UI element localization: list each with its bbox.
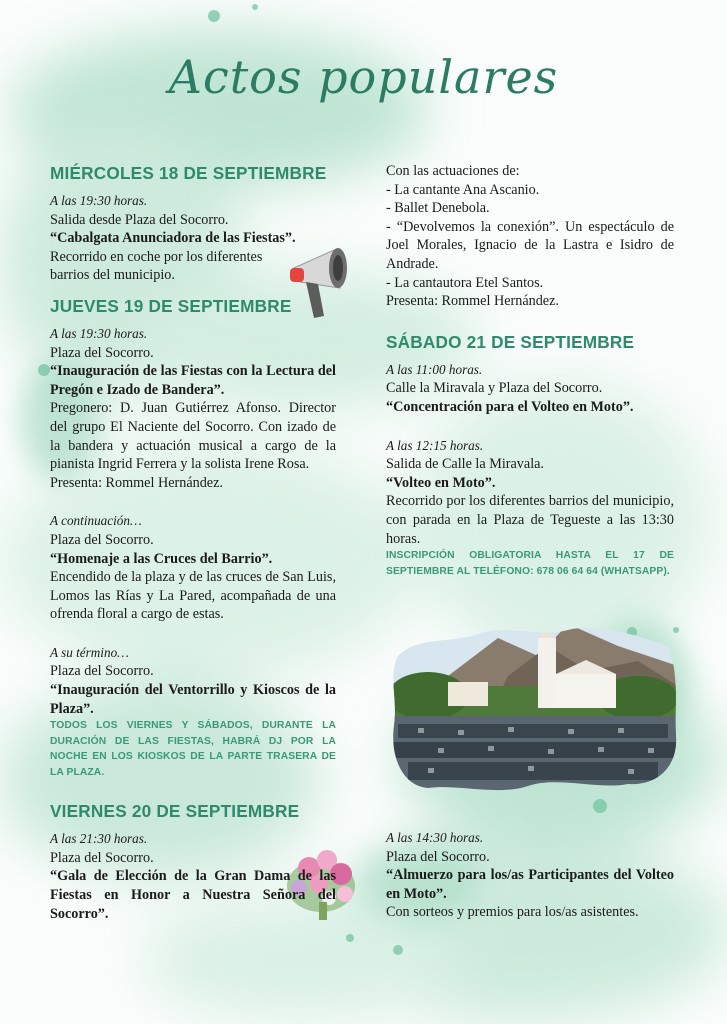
event-title: “Almuerzo para los/as Participantes del Volteo en Moto”.	[386, 867, 674, 902]
page-title: Actos populares	[168, 50, 559, 104]
acts-item: - La cantautora Etel Santos.	[386, 274, 544, 291]
day-heading: SÁBADO 21 DE SEPTIEMBRE	[386, 331, 635, 352]
event-place: Calle la Miravala y Plaza del Socorro.	[386, 380, 603, 397]
day-heading: VIERNES 20 DE SEPTIEMBRE	[50, 801, 300, 822]
acts-item: - Ballet Denebola.	[386, 200, 490, 217]
event-time: A continuación…	[50, 513, 142, 529]
event-description: Recorrido en coche por los diferentes barrios del municipio.	[50, 248, 263, 284]
event-title: “Inauguración del Ventorrillo y Kioscos de la Plaza”.	[50, 682, 336, 717]
event-title: “Inauguración de las Fiestas con la Lectura del Pregón e Izado de Bandera”.	[50, 363, 336, 398]
event-description: Recorrido por los diferentes barrios del municipio, con parada en la Plaza de Tegueste a las 13:30 horas.	[386, 493, 674, 547]
acts-item: - La cantante Ana Ascanio.	[386, 181, 540, 198]
event-time: A las 21:30 horas.	[50, 831, 148, 847]
event-title: “Volteo en Moto”.	[386, 474, 496, 491]
day-heading: MIÉRCOLES 18 DE SEPTIEMBRE	[50, 163, 327, 183]
notice-text: TODOS LOS VIERNES Y SÁBADOS, DURANTE LA DURACIÓN DE LAS FIESTAS, HABRÁ DJ POR LA NOCHE EN LOS KIOSKOS DE LA PARTE TRASERA DE LA PLAZA.	[50, 720, 336, 778]
section-thursday	[50, 295, 336, 780]
event-title: “Concentración para el Volteo en Moto”.	[386, 398, 634, 415]
event-time: A las 14:30 horas.	[386, 830, 484, 845]
acts-item: - “Devolvemos la conexión”. Un espectáculo de Joel Morales, Ignacio de la Lastra e Isidro de Andrade.	[386, 218, 674, 272]
event-title: “Cabalgata Anunciadora de las Fiestas”.	[50, 230, 296, 247]
event-time: A las 19:30 horas.	[50, 193, 148, 208]
section-saturday	[386, 331, 674, 579]
event-place: Plaza del Socorro.	[50, 849, 154, 866]
event-place: Salida desde Plaza del Socorro.	[50, 211, 229, 228]
event-time: A las 19:30 horas.	[50, 325, 148, 341]
plaza-photo	[388, 616, 678, 796]
event-place: Plaza del Socorro.	[50, 663, 154, 680]
notice-text: INSCRIPCIÓN OBLIGATORIA HASTA EL 17 DE SEPTIEMBRE AL TELÉFONO: 678 06 64 64 (WHATSAPP).	[386, 550, 674, 577]
event-description: Con sorteos y premios para los/as asistentes.	[386, 904, 639, 921]
event-title: “Gala de Elección de la Gran Dama de las Fiestas en Honor a Nuestra Señora del Socorro”.	[50, 868, 336, 922]
section-friday-acts	[386, 162, 674, 311]
event-time: A las 12:15 horas.	[386, 437, 484, 453]
section-friday	[50, 800, 336, 923]
event-place: Salida de Calle la Miravala.	[386, 456, 544, 473]
right-column	[386, 162, 674, 579]
event-presenter: Presenta: Rommel Hernández.	[50, 474, 223, 491]
event-time: A su término…	[50, 644, 129, 660]
event-time: A las 11:00 horas.	[386, 361, 483, 377]
event-place: Plaza del Socorro.	[50, 531, 154, 548]
megaphone-icon	[288, 240, 366, 320]
event-place: Plaza del Socorro.	[386, 848, 490, 865]
event-title: “Homenaje a las Cruces del Barrio”.	[50, 550, 273, 567]
event-description: Encendido de la plaza y de las cruces de San Luis, Lomos las Rías y La Pared, acompañada de una ofrenda floral a cargo de estas.	[50, 569, 336, 623]
event-description: Pregonero: D. Juan Gutiérrez Afonso. Director del grupo El Naciente del Socorro. Con izado de la bandera y actuación musical a cargo de la pianista Ingrid Ferrera y la solista Irene Rosa.	[50, 400, 336, 473]
section-saturday-lunch	[386, 829, 674, 922]
event-presenter: Presenta: Rommel Hernández.	[386, 293, 559, 310]
day-heading: JUEVES 19 DE SEPTIEMBRE	[50, 295, 292, 316]
event-place: Plaza del Socorro.	[50, 344, 154, 361]
acts-intro: Con las actuaciones de:	[386, 163, 520, 179]
